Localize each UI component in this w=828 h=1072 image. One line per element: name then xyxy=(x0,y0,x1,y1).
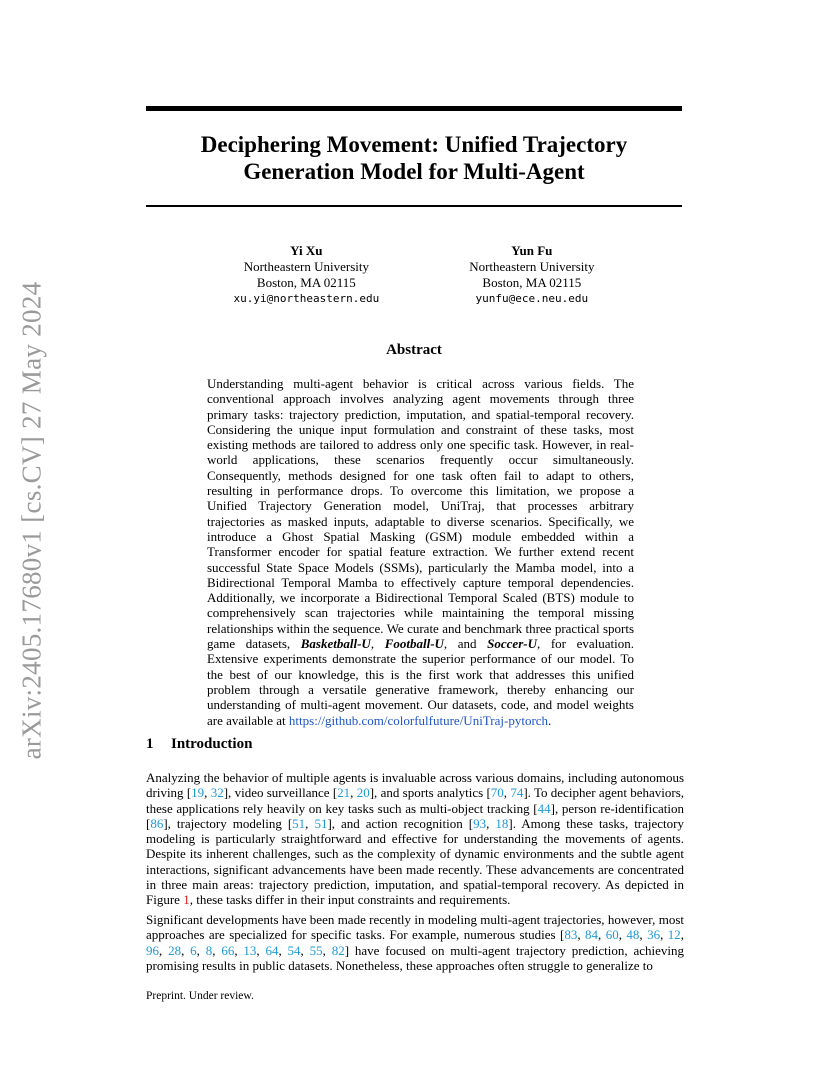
para-text: Significant developments have been made recently in modeling multi-agent trajectories, however, most approaches are specialized for specific tasks. For example, numerous studies [ xyxy=(146,912,684,943)
citation-link[interactable]: 74 xyxy=(510,785,524,801)
dataset-name-soccer: Soccer-U xyxy=(487,636,537,652)
section-heading-introduction xyxy=(146,736,252,753)
para-text: ], person re-identification [ xyxy=(146,800,684,831)
citation-link[interactable]: 93 xyxy=(473,815,487,831)
author-affiliation: Northeastern University xyxy=(469,259,595,274)
title-line-1: Deciphering Movement: Unified Trajectory xyxy=(200,132,628,157)
citation-separator: , xyxy=(159,942,169,958)
arxiv-stamp-text: arXiv:2405.17680v1 [cs.CV] 27 May 2024 xyxy=(16,281,47,759)
citation-separator: , xyxy=(212,942,222,958)
citation-separator: , xyxy=(639,927,648,943)
para-text: ], trajectory modeling [ xyxy=(163,815,293,831)
citation-link[interactable]: 64 xyxy=(265,942,279,958)
author-2 xyxy=(469,243,594,307)
para-text: ], video surveillance [ xyxy=(223,785,338,801)
para-text: , xyxy=(204,785,211,801)
para-text: ]. To decipher agent behaviors, these applications rely heavily on key tasks such as multi-object tracking [ xyxy=(146,785,685,816)
para-text: , xyxy=(305,815,315,831)
para-text: , xyxy=(503,785,511,801)
intro-paragraph-2 xyxy=(146,912,684,973)
author-block xyxy=(146,243,682,307)
abstract-text: . xyxy=(548,712,552,728)
citation-link[interactable]: 48 xyxy=(626,927,640,943)
citation-link[interactable]: 44 xyxy=(537,800,551,816)
citation-link[interactable]: 83 xyxy=(564,927,578,943)
citation-separator: , xyxy=(618,927,627,943)
author-affiliation: Northeastern University xyxy=(243,259,369,274)
citation-separator: , xyxy=(598,927,606,943)
citation-link[interactable]: 86 xyxy=(150,815,164,831)
citation-link[interactable]: 19 xyxy=(191,785,205,801)
citation-separator: , xyxy=(278,942,288,958)
citation-link[interactable]: 12 xyxy=(667,927,681,943)
citation-link[interactable]: 96 xyxy=(146,942,159,958)
section-number: 1 xyxy=(146,736,154,752)
abstract-separator: , xyxy=(370,636,385,652)
author-address: Boston, MA 02115 xyxy=(482,275,582,290)
abstract-heading: Abstract xyxy=(386,342,442,358)
citation-link[interactable]: 36 xyxy=(647,927,661,943)
citation-link[interactable]: 6 xyxy=(190,942,197,958)
author-email[interactable]: yunfu@ece.neu.edu xyxy=(475,292,589,305)
citation-separator: , xyxy=(181,942,191,958)
citation-link[interactable]: 51 xyxy=(292,815,306,831)
abstract-separator: , and xyxy=(443,636,488,652)
citation-separator: , xyxy=(256,942,266,958)
citation-link[interactable]: 60 xyxy=(605,927,619,943)
title-top-rule xyxy=(146,106,682,111)
citation-link[interactable]: 84 xyxy=(585,927,599,943)
citation-link[interactable]: 55 xyxy=(309,942,323,958)
citation-separator: , xyxy=(660,927,668,943)
para-text: , these tasks differ in their input constraints and requirements. xyxy=(189,892,511,908)
citation-link[interactable]: 13 xyxy=(243,942,257,958)
citation-link[interactable]: 54 xyxy=(287,942,301,958)
intro-paragraph-1 xyxy=(146,770,684,908)
citation-link[interactable]: 28 xyxy=(168,942,182,958)
title-bottom-rule xyxy=(146,205,682,207)
citation-separator: , xyxy=(234,942,244,958)
abstract-body xyxy=(207,376,634,728)
author-name: Yi Xu xyxy=(290,243,323,258)
citation-link[interactable]: 18 xyxy=(495,815,509,831)
para-text: Analyzing the behavior of multiple agents is invaluable across various domains, including autonomous driving [ xyxy=(146,770,684,801)
dataset-name-basketball: Basketball-U xyxy=(300,636,371,652)
citation-separator: , xyxy=(577,927,586,943)
citation-link[interactable]: 21 xyxy=(337,785,351,801)
paper-title xyxy=(146,131,682,185)
abstract-text: Understanding multi-agent behavior is critical across various fields. The conventional approach involves analyzing agent movements through three primary tasks: trajectory prediction, imputation, and spatial-temporal recovery. Considering the unique input formulation and constraint of these tasks, most existing methods are tailored to address only one specific task. However, in real-world applications, these scenarios frequently occur simultaneously. Consequently, methods designed for one task often fail to adapt to others, resulting in performance drops. To overcome this limitation, we propose a Unified Trajectory Generation model, UniTraj, that processes arbitrary trajectories as masked inputs, adaptable to diverse scenarios. Specifically, we introduce a Ghost Spatial Masking (GSM) module embedded within a Transformer encoder for spatial feature extraction. We further extend recent successful State Space Models (SSMs), particularly the Mamba model, into a Bidirectional Temporal Mamba to effectively capture temporal dependencies. Additionally, we incorporate a Bidirectional Temporal Scaled (BTS) module to comprehensively scan trajectories while maintaining the temporal missing relationships within the sequence. We curate and benchmark three practical sports game datasets, xyxy=(207,376,634,652)
author-email[interactable]: xu.yi@northeastern.edu xyxy=(233,292,380,305)
citation-separator: , xyxy=(300,942,310,958)
title-line-2: Generation Model for Multi-Agent xyxy=(243,159,585,184)
para-text: ], and action recognition [ xyxy=(327,815,474,831)
abstract-text: , for evaluation. Extensive experiments demonstrate the superior performance of our model. To the best of our knowledge, this is the first work that addresses this unified problem through a versatile generative framework, thereby enhancing our understanding of multi-agent movement. Our datasets, code, and model weights are available at xyxy=(207,636,634,728)
section-title: Introduction xyxy=(171,736,253,752)
figure-reference-link[interactable]: 1 xyxy=(183,892,190,908)
para-text: ] have focused on multi-agent trajectory prediction, achieving promising results in public datasets. Nonetheless, these approaches often struggle to generalize to xyxy=(146,942,685,973)
arxiv-identifier-stamp xyxy=(2,275,62,765)
citation-separator: , xyxy=(322,942,332,958)
citation-link[interactable]: 70 xyxy=(490,785,504,801)
citation-link[interactable]: 8 xyxy=(205,942,213,958)
author-name: Yun Fu xyxy=(511,243,553,258)
para-text: ], and sports analytics [ xyxy=(369,785,491,801)
citation-link[interactable]: 51 xyxy=(314,815,328,831)
para-text: , xyxy=(486,815,496,831)
para-text: , xyxy=(350,785,357,801)
author-1 xyxy=(234,243,380,307)
citation-link[interactable]: 32 xyxy=(210,785,224,801)
para-text: ]. Among these tasks, trajectory modeling is particularly straightforward and effective for understanding the movements of agents. Despite its inherent challenges, such as the complexity of dynamic environments and the subtle agent interactions, significant advancements have been made recently. These advancements are concentrated in three main areas: trajectory prediction, imputation, and spatial-temporal recovery. As depicted in Figure xyxy=(146,815,684,908)
citation-separator: , xyxy=(680,927,685,943)
github-repository-link[interactable]: https://github.com/colorfulfuture/UniTraj-pytorch xyxy=(288,712,549,728)
preprint-footer: Preprint. Under review. xyxy=(146,990,254,1002)
citation-link[interactable]: 20 xyxy=(356,785,370,801)
citation-separator: , xyxy=(196,942,206,958)
citation-link[interactable]: 66 xyxy=(221,942,235,958)
citation-link[interactable]: 82 xyxy=(331,942,345,958)
author-address: Boston, MA 02115 xyxy=(256,275,356,290)
dataset-name-football: Football-U xyxy=(384,636,444,652)
